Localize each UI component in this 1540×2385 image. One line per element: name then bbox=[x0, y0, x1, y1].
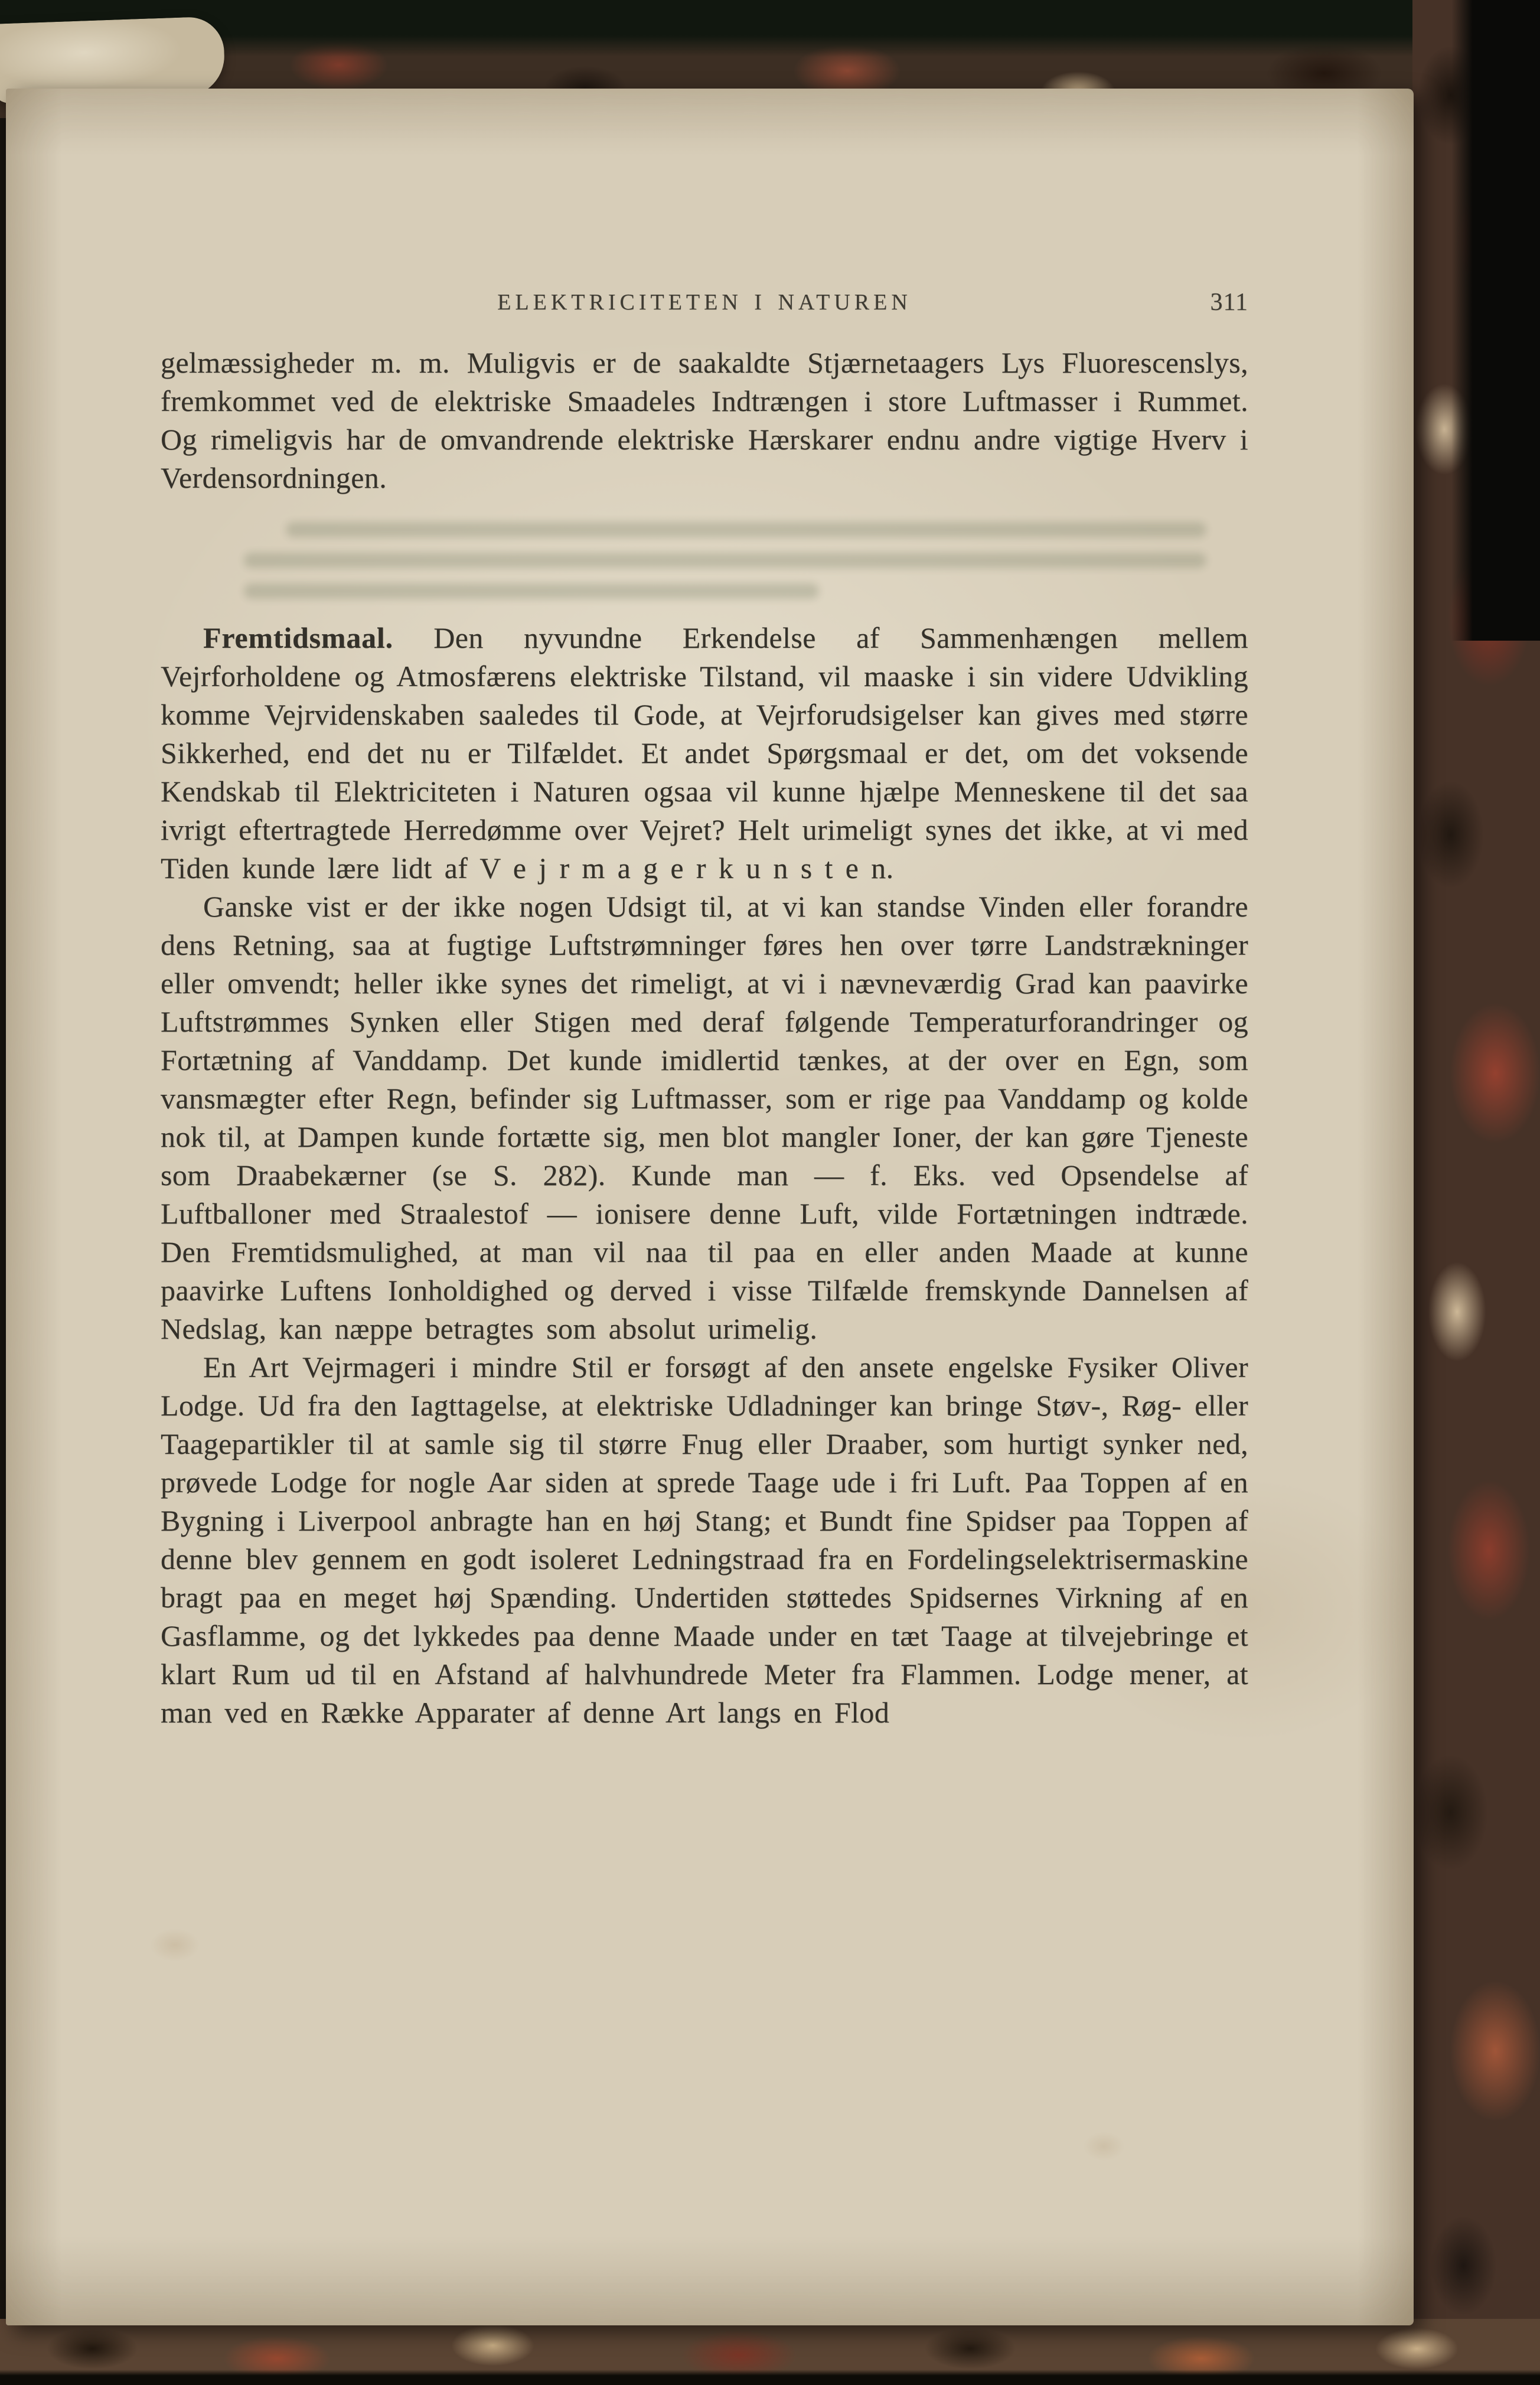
page-number: 311 bbox=[1210, 289, 1248, 316]
book-cover-bottom-edge bbox=[0, 2319, 1540, 2385]
page-header bbox=[161, 289, 1248, 315]
background-shadow bbox=[1451, 0, 1540, 641]
paragraph-text: Ganske vist er der ikke nogen Udsigt til, at vi kan standse Vinden eller forandre dens Retning, saa at fugtige Luftstrømninger føres hen over tørre Landstrækninger eller omvendt; heller ikke synes det rimeligt, at vi i nævneværdig Grad kan paavirke Luftstrømmes Synken eller Stigen med deraf følgende Temperaturforandringer og Fortætning af Vanddamp. Det kunde imidlertid tænkes, at der over en Egn, som vansmægter efter Regn, befinder sig Luftmasser, som er rige paa Vanddamp og kolde nok til, at Dampen kunde fortætte sig, men blot mangler Ioner, der kan gøre Tjeneste som Draabekærner (se S. 282). Kunde man — f. Eks. ved Opsendelse af Luftballoner med Straalestof — ionisere denne Luft, vilde Fortætningen indtræde. Den Fremtidsmulighed, at man vil naa til paa en eller anden Maade at kunne paavirke Luftens Ionholdighed og derved i visse Tilfælde fremskynde Dannelsen af Nedslag, kan næppe betragtes som absolut urimelig. bbox=[161, 890, 1248, 1345]
paragraph-text: Den nyvundne Erkendelse af Sammenhængen mellem Vejrforholdene og Atmosfærens elektriske Tilstand, vil maaske i sin videre Udvikling komme Vejrvidenskaben saaledes til Gode, at Vejrforudsigelser kan gives med større Sikkerhed, end det nu er Tilfældet. Et andet Spørgsmaal er det, om det voksende Kendskab til Elektriciteten i Naturen ogsaa vil kunne hjælpe Menneskene til det saa ivrigt eftertragtede Herredømme over Vejret? Helt urimeligt synes det ikke, at vi med Tiden kunde lære lidt af V e j r m a g e r k u n s t e n. bbox=[161, 621, 1248, 885]
paragraph-text: En Art Vejrmageri i mindre Stil er forsøgt af den ansete engelske Fysiker Oliver Lodge. Ud fra den Iagttagelse, at elektriske Udladninger kan bringe Støv-, Røg- eller Taagepartikler til at samle sig til større Fnug eller Draaber, som hurtigt synker ned, prøvede Lodge for nogle Aar siden at sprede Taage ude i fri Luft. Paa Toppen af en Bygning i Liverpool anbragte han en høj Stang; et Bundt fine Spidser paa Toppen af denne blev gennem en godt isoleret Ledningstraad fra en Fordelingselektrisermaskine bragt paa en meget høj Spænding. Undertiden støttedes Spidsernes Virkning af en Gasflamme, og det lykkedes paa denne Maade under en tæt Taage at tilvejebringe et klart Rum ud til en Afstand af halvhundrede Meter fra Flammen. Lodge mener, at man ved en Række Apparater af denne Art langs en Flod bbox=[161, 1350, 1248, 1729]
paragraph-text: gelmæssigheder m. m. Muligvis er de saakaldte Stjærnetaagers Lys Fluorescenslys, fremkommet ved de elektriske Smaadeles Indtrængen i store Luftmasser i Rummet. Og rimeligvis har de omvandrende elektriske Hærskarer endnu andre vigtige Hverv i Verdensordningen. bbox=[161, 346, 1248, 494]
paragraph-ganske-vist bbox=[161, 888, 1248, 1348]
paragraph-en-art-vejrmageri bbox=[161, 1348, 1248, 1732]
show-through-text bbox=[202, 522, 1248, 599]
paragraph-lead-bold: Fremtidsmaal. bbox=[203, 621, 393, 654]
paragraph-fremtidsmaal bbox=[161, 619, 1248, 888]
book-page bbox=[6, 89, 1414, 2325]
running-header: ELEKTRICITETEN I NATUREN bbox=[497, 290, 912, 315]
show-through-line bbox=[244, 553, 1206, 568]
show-through-line bbox=[244, 583, 820, 599]
show-through-line bbox=[286, 522, 1206, 537]
paragraph-continuation bbox=[161, 344, 1248, 497]
page-content bbox=[6, 89, 1414, 1732]
